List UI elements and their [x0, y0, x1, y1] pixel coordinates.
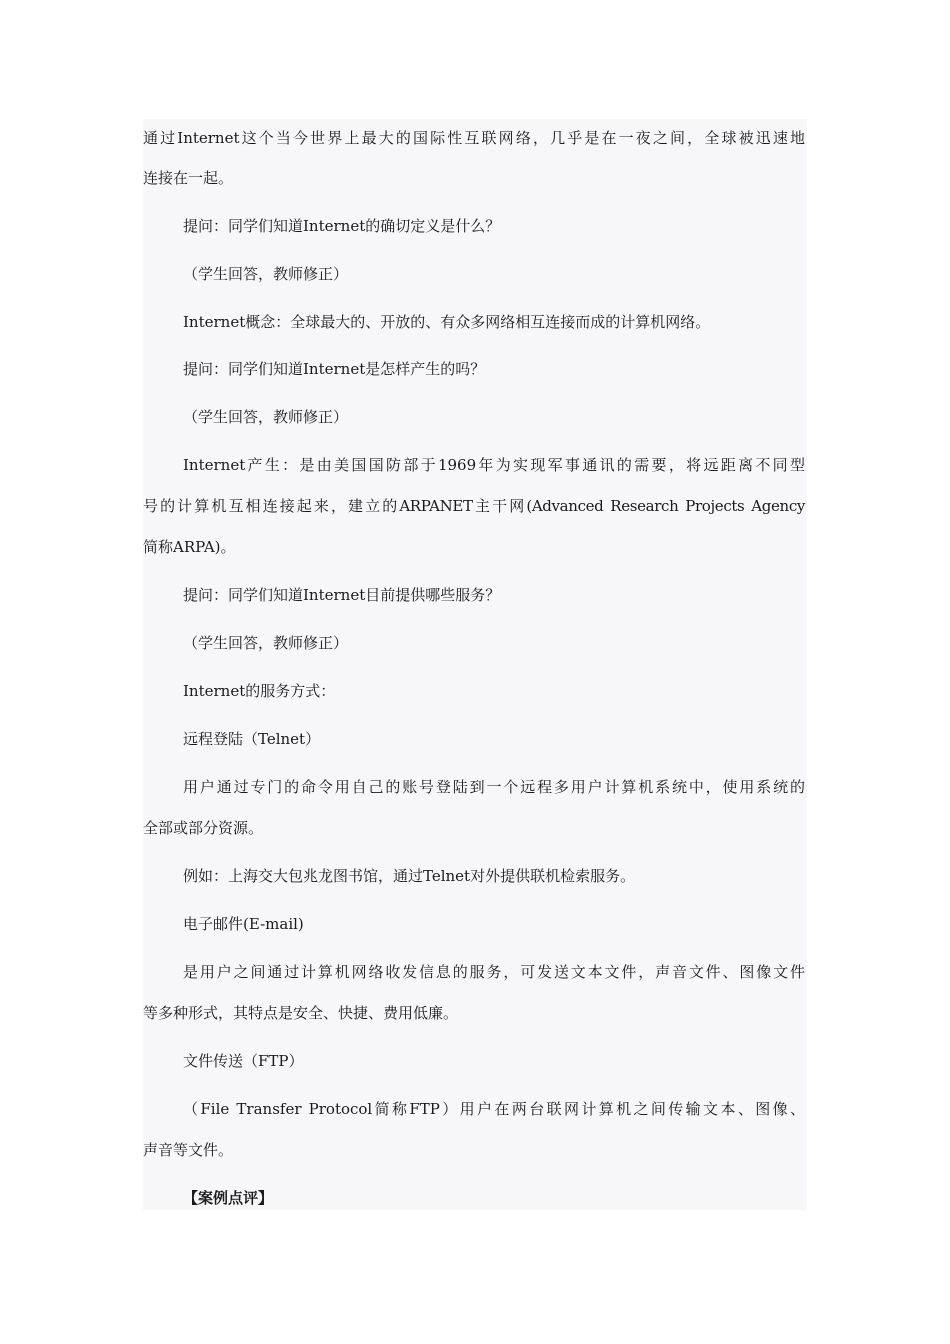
internet-origin-line-3: 简称ARPA)。: [143, 538, 236, 556]
case-review-heading: 【案例点评】: [183, 1189, 274, 1207]
telnet-heading: 远程登陆（Telnet）: [183, 730, 321, 748]
paragraph-intro-line-2: 连接在一起。: [143, 169, 234, 187]
internet-origin-line-2: 号的计算机互相连接起来，建立的ARPANET主干网(Advanced Research Projects Agency: [143, 497, 805, 515]
service-methods-heading: Internet的服务方式：: [183, 682, 336, 700]
question-definition: 提问：同学们知道Internet的确切定义是什么？: [183, 217, 501, 235]
telnet-description-line-1: 用户通过专门的命令用自己的账号登陆到一个远程多用户计算机系统中，使用系统的: [183, 778, 805, 796]
telnet-description-line-2: 全部或部分资源。: [143, 819, 264, 837]
question-services: 提问：同学们知道Internet目前提供哪些服务？: [183, 586, 501, 604]
question-origin: 提问：同学们知道Internet是怎样产生的吗？: [183, 360, 486, 378]
ftp-heading: 文件传送（FTP）: [183, 1052, 304, 1070]
email-description-line-2: 等多种形式，其特点是安全、快捷、费用低廉。: [143, 1004, 459, 1022]
internet-origin-line-1: Internet产生：是由美国国防部于1969年为实现军事通讯的需要，将远距离不同型: [183, 456, 805, 474]
email-heading: 电子邮件(E-mail): [183, 915, 304, 933]
student-answer-note-1: （学生回答，教师修正）: [183, 265, 349, 283]
email-description-line-1: 是用户之间通过计算机网络收发信息的服务，可发送文本文件，声音文件、图像文件: [183, 963, 805, 981]
internet-concept: Internet概念：全球最大的、开放的、有众多网络相互连接而成的计算机网络。: [183, 313, 711, 331]
student-answer-note-3: （学生回答，教师修正）: [183, 634, 349, 652]
paragraph-intro-line-1: 通过Internet这个当今世界上最大的国际性互联网络，几乎是在一夜之间，全球被迅速地: [143, 129, 805, 147]
telnet-example: 例如：上海交大包兆龙图书馆，通过Telnet对外提供联机检索服务。: [183, 867, 636, 885]
student-answer-note-2: （学生回答，教师修正）: [183, 408, 349, 426]
ftp-description-line-1: （File Transfer Protocol简称FTP）用户在两台联网计算机之间传输文本、图像、: [183, 1100, 805, 1118]
ftp-description-line-2: 声音等文件。: [143, 1141, 234, 1159]
